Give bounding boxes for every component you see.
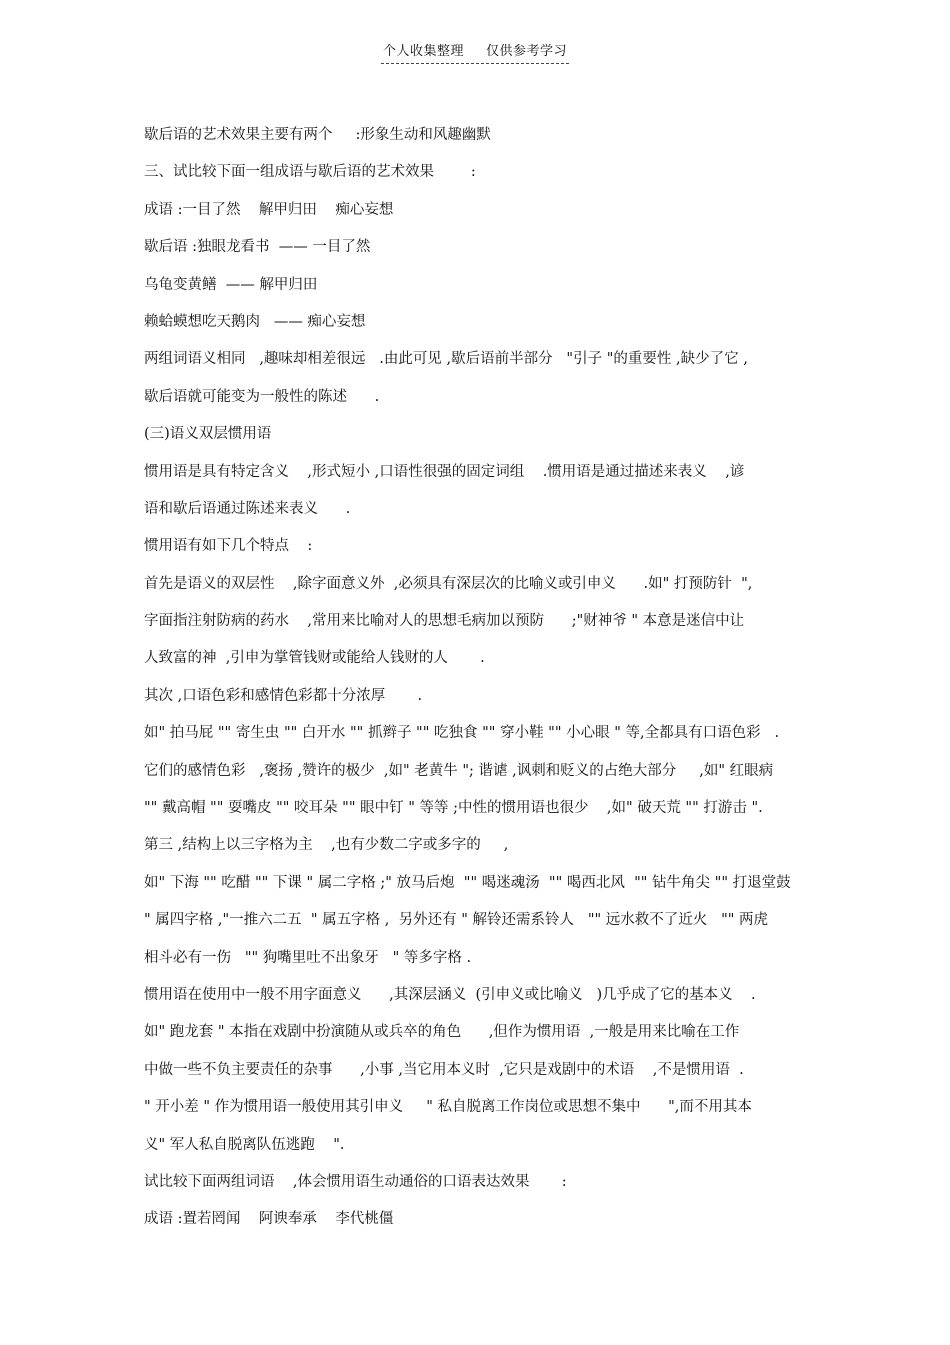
text-line: 乌龟变黄鳝 —— 解甲归田	[144, 276, 318, 293]
text-line: 歇后语的艺术效果主要有两个 :形象生动和风趣幽默	[144, 127, 491, 143]
text-line: 成语 :一目了然 解甲归田 痴心妄想	[144, 201, 394, 218]
text-line: 两组词语义相同 ,趣味却相差很远 .由此可见 ,歇后语前半部分 "引子 "的重要性 ,缺少了它 ,	[144, 351, 748, 368]
text-line: 歇后语就可能变为一般性的陈述 .	[144, 388, 380, 405]
text-line: " 开小差 " 作为惯用语一般使用其引申义 " 私自脱离工作岗位或思想不集中 ",而不用其本	[144, 1099, 752, 1116]
text-line: 歇后语 :独眼龙看书 —— 一目了然	[144, 239, 371, 256]
text-line: 义" 军人私自脱离队伍逃跑 ".	[144, 1136, 345, 1153]
text-line: 它们的感情色彩 ,褒扬 ,赞许的极少 ,如" 老黄牛 "; 谐谑 ,讽刺和贬义的占绝大部分 ,如" 红眼病	[144, 762, 774, 779]
section-heading: 三、试比较下面一组成语与歇后语的艺术效果 :	[144, 164, 476, 181]
page-header	[0, 40, 950, 64]
text-line: 相斗必有一伤 "" 狗嘴里吐不出象牙 " 等多字格 .	[144, 949, 472, 966]
text-line: 第三 ,结构上以三字格为主 ,也有少数二字或多字的 ,	[144, 837, 509, 854]
text-line: 首先是语义的双层性 ,除字面意义外 ,必须具有深层次的比喻义或引申义 .如" 打预防针 ",	[144, 575, 753, 592]
text-line: "" 戴高帽 "" 耍嘴皮 "" 咬耳朵 "" 眼中钉 " 等等 ;中性的惯用语也很少 ,如" 破天荒 "" 打游击 ".	[144, 800, 763, 817]
text-line: 人致富的神 ,引申为掌管钱财或能给人钱财的人 .	[144, 650, 485, 667]
text-line: 惯用语在使用中一般不用字面意义 ,其深层涵义 (引申义或比喻义 )几乎成了它的基本义 .	[144, 986, 756, 1003]
text-line: 语和歇后语通过陈述来表义 .	[144, 500, 351, 517]
text-line: " 属四字格 ,"一推六二五 " 属五字格 , 另外还有 " 解铃还需系铃人 "" 远水救不了近火 "" 两虎	[144, 912, 769, 929]
text-line: 赖蛤蟆想吃天鹅肉 —— 痴心妄想	[144, 313, 366, 330]
header-rule	[381, 40, 569, 64]
text-line: 如" 下海 "" 吃醋 "" 下课 " 属二字格 ;" 放马后炮 "" 喝迷魂汤 "" 喝西北风 "" 钻牛角尖 "" 打退堂鼓	[144, 874, 791, 891]
text-line: 字面指注射防病的药水 ,常用来比喻对人的思想毛病加以预防 ;"财神爷 " 本意是迷信中让	[144, 613, 745, 630]
text-line: 如" 跑龙套 " 本指在戏剧中扮演随从或兵卒的角色 ,但作为惯用语 ,一般是用来比喻在工作	[144, 1024, 740, 1041]
section-heading: (三)语义双层惯用语	[144, 426, 272, 443]
text-line: 如" 拍马屁 "" 寄生虫 "" 白开水 "" 抓辫子 "" 吃独食 "" 穿小鞋 "" 小心眼 " 等,全都具有口语色彩 .	[144, 725, 780, 742]
header-left-text: 个人收集整理	[382, 44, 464, 59]
text-line: 惯用语是具有特定含义 ,形式短小 ,口语性很强的固定词组 .惯用语是通过描述来表义 ,谚	[144, 463, 745, 480]
document-body	[144, 122, 824, 1244]
text-line: 试比较下面两组词语 ,体会惯用语生动通俗的口语表达效果 :	[144, 1173, 567, 1190]
text-line: 中做一些不负主要责任的杂事 ,小事 ,当它用本义时 ,它只是戏剧中的术语 ,不是惯用语 .	[144, 1061, 744, 1078]
text-line: 惯用语有如下几个特点 :	[144, 538, 313, 555]
text-line: 其次 ,口语色彩和感情色彩都十分浓厚 .	[144, 687, 423, 704]
text-line: 成语 :置若罔闻 阿谀奉承 李代桃僵	[144, 1211, 394, 1228]
header-right-text: 仅供参考学习	[486, 44, 568, 59]
